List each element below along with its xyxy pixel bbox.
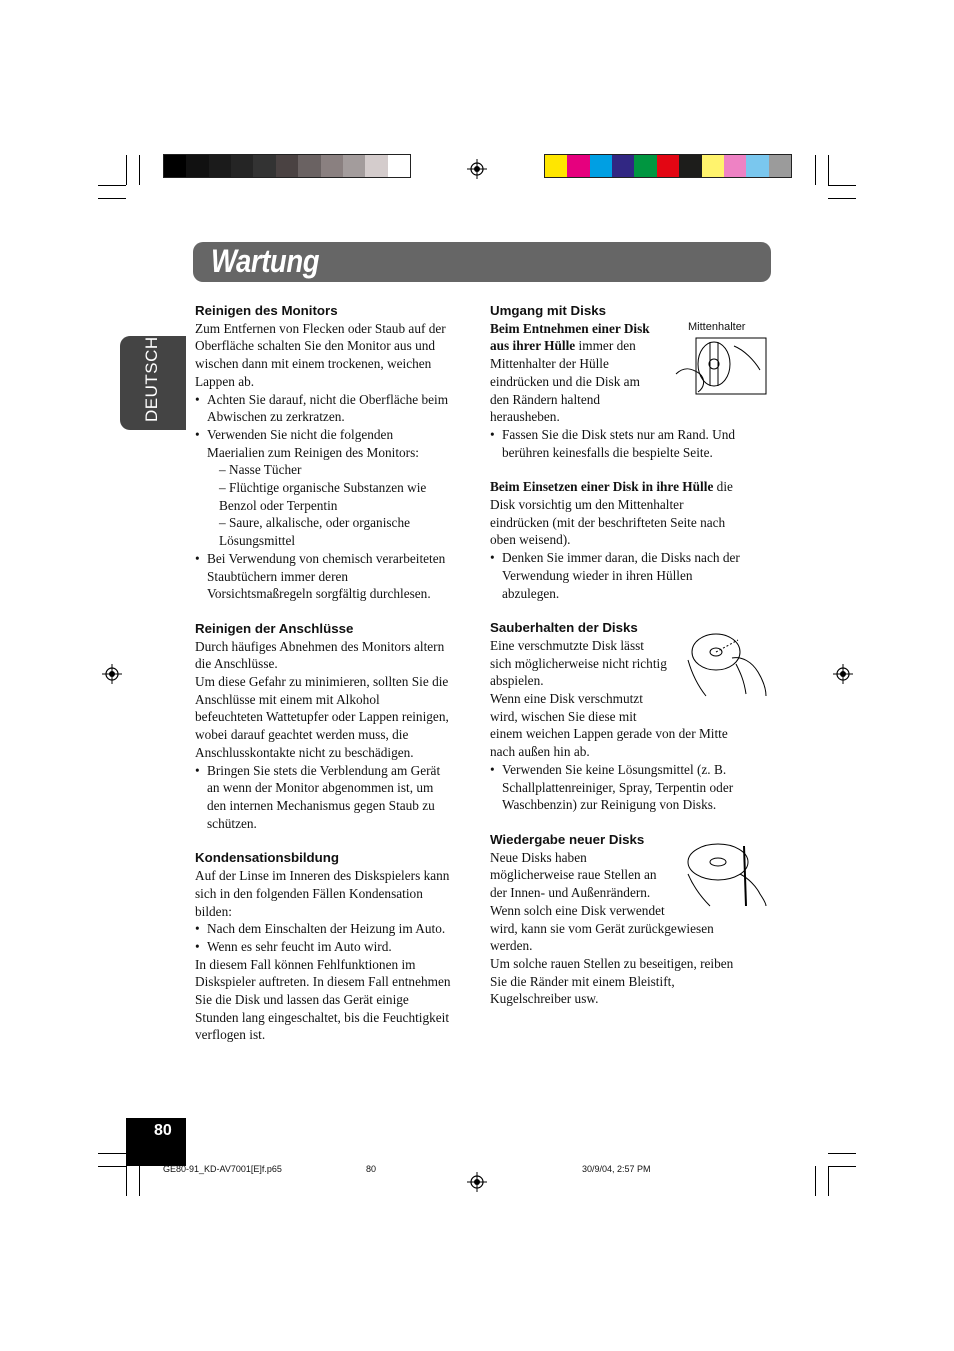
disc-wiping-illustration — [686, 628, 770, 698]
crop-mark — [126, 155, 127, 185]
text-line: bilden: — [195, 903, 232, 919]
text-line: Lösungsmittel — [219, 533, 296, 549]
bullet-item — [195, 391, 480, 426]
section-heading: Kondensationsbildung — [195, 850, 340, 866]
crop-mark — [139, 155, 140, 185]
text-line: schützen. — [207, 815, 257, 831]
text-line: Staubtüchern immer deren — [207, 568, 349, 584]
text-line: einem weichen Lappen gerade von der Mitte — [490, 726, 728, 742]
crop-mark — [828, 155, 829, 185]
bullet-item — [490, 426, 770, 461]
dash-item — [207, 514, 480, 549]
crop-mark — [139, 1166, 140, 1196]
text-line: Diskspieler auftreten. In diesem Fall entnehmen — [195, 974, 451, 990]
color-swatch — [365, 155, 387, 177]
text-line: nach außen hin ab. — [490, 744, 590, 760]
text-line: Um solche rauen Stellen zu beseitigen, reiben — [490, 955, 734, 971]
text: immer den — [575, 338, 636, 354]
text-line: Durch häufiges Abnehmen des Monitors altern — [195, 638, 445, 654]
text-line: Sie die Disk und lassen das Gerät einige — [195, 992, 409, 1008]
page-number-box — [126, 1118, 186, 1166]
grayscale-color-bar — [163, 154, 411, 178]
page-number: 80 — [154, 1122, 172, 1139]
text-line: Lappen ab. — [195, 373, 255, 389]
text-line: Zum Entfernen von Flecken oder Staub auf der — [195, 320, 446, 336]
text-line: Waschbenzin) zur Reinigung von Disks. — [502, 797, 717, 813]
section-heading: Umgang mit Disks — [490, 303, 607, 318]
bullet-item — [195, 426, 480, 461]
color-swatch — [321, 155, 343, 177]
crop-mark — [98, 1166, 126, 1167]
dash-item — [207, 479, 480, 514]
color-swatch — [769, 155, 791, 177]
bullet-item — [195, 938, 480, 956]
process-color-bar — [544, 154, 792, 178]
text-line: • Verwenden Sie keine Lösungsmittel (z. B. — [502, 761, 727, 777]
color-swatch — [634, 155, 656, 177]
paragraph — [195, 867, 480, 920]
registration-mark-icon — [102, 664, 122, 684]
paragraph — [195, 638, 480, 762]
bold-text: Beim Einsetzen einer Disk in ihre Hülle — [490, 479, 714, 495]
text-line: Um diese Gefahr zu minimieren, sollten Sie die — [195, 674, 449, 690]
color-swatch — [388, 155, 410, 177]
crop-mark — [98, 198, 126, 199]
crop-mark — [828, 1166, 856, 1167]
text-line: • Bringen Sie stets die Verblendung am Gerät — [207, 762, 441, 778]
text-line: wird, kann sie vom Gerät zurückgewiesen — [490, 920, 714, 936]
text-line: werden. — [490, 938, 533, 954]
paragraph — [490, 478, 770, 496]
text-line: • Verwenden Sie nicht die folgenden — [207, 426, 394, 442]
crop-mark — [828, 1166, 829, 1196]
paragraph — [490, 496, 770, 549]
section-heading: Sauberhalten der Disks — [490, 620, 638, 636]
text-line: Abwischen zu zerkratzen. — [207, 409, 345, 425]
text-line: Auf der Linse im Inneren des Diskspielers kann — [195, 868, 450, 884]
paragraph — [195, 956, 480, 1045]
bullet-item — [490, 549, 770, 602]
bold-text: Beim Entnehmen einer Disk — [490, 320, 650, 336]
text-line: abzulegen. — [502, 585, 560, 601]
section-monitor-cleaning — [195, 302, 480, 603]
text-line: • Achten Sie darauf, nicht die Oberfläche beim — [207, 391, 449, 407]
paragraph — [195, 320, 480, 391]
text-line: oben weisend). — [490, 532, 571, 548]
crop-mark — [828, 1153, 856, 1154]
text-line: abspielen. — [490, 673, 544, 689]
text-line: • Bei Verwendung von chemisch verarbeiteten — [207, 550, 446, 566]
color-swatch — [276, 155, 298, 177]
text-line: – Saure, alkalische, oder organische — [219, 515, 411, 531]
text-line: sich in den folgenden Fällen Kondensation — [195, 885, 423, 901]
color-swatch — [657, 155, 679, 177]
text-line: Neue Disks haben — [490, 849, 587, 865]
text-line: – Nasse Tücher — [219, 462, 302, 478]
text-line: • Wenn es sehr feucht im Auto wird. — [207, 938, 392, 954]
text-line: Kugelschreiber usw. — [490, 991, 599, 1007]
text-line: Stunden lang eingeschaltet, bis die Feuchtigkeit — [195, 1009, 450, 1025]
crop-mark — [828, 185, 856, 186]
crop-mark — [98, 1153, 126, 1154]
color-swatch — [186, 155, 208, 177]
crop-mark — [126, 1166, 127, 1196]
text-line: Anschlüsse mit einem mit Alkohol — [195, 691, 380, 707]
text-line: Anschlusskontakte nicht zu beschädigen. — [195, 744, 414, 760]
color-swatch — [209, 155, 231, 177]
crop-mark — [98, 185, 126, 186]
text-line: Wenn eine Disk verschmutzt — [490, 691, 643, 707]
color-swatch — [590, 155, 612, 177]
color-swatch — [746, 155, 768, 177]
text-line: Vorsichtsmaßregeln sorgfältig durchlesen. — [207, 586, 431, 602]
text-line: berühren keinesfalls die bespielte Seite. — [502, 444, 713, 460]
section-heading: Reinigen der Anschlüsse — [195, 620, 354, 636]
text-line: herausheben. — [490, 409, 560, 425]
section-condensation — [195, 849, 480, 1044]
text-line: die Anschlüsse. — [195, 656, 278, 672]
color-swatch — [253, 155, 275, 177]
text-line: • Nach dem Einschalten der Heizung im Auto. — [207, 921, 446, 937]
text-line: Sie die Ränder mit einem Bleistift, — [490, 973, 675, 989]
color-swatch — [298, 155, 320, 177]
color-swatch — [679, 155, 701, 177]
footer-file: GE80-91_KD-AV7001[E]f.p65 — [163, 1164, 282, 1174]
text: die — [713, 479, 733, 495]
color-swatch — [231, 155, 253, 177]
text-line: In diesem Fall können Fehlfunktionen im — [195, 956, 416, 972]
text-line: eindrücken und die Disk am — [490, 373, 640, 389]
text-line: – Flüchtige organische Substanzen wie — [219, 480, 427, 496]
color-swatch — [724, 155, 746, 177]
color-swatch — [567, 155, 589, 177]
text-line: wischen dann mit einem trockenen, weichen — [195, 356, 432, 372]
language-tab — [120, 336, 186, 430]
crop-mark — [815, 155, 816, 185]
section-connector-cleaning — [195, 620, 480, 832]
text-line: Oberfläche schalten Sie den Monitor aus und — [195, 338, 436, 354]
text-line: • Denken Sie immer daran, die Disks nach der — [502, 550, 740, 566]
left-column — [195, 302, 480, 1061]
text-line: den Rändern haltend — [490, 391, 601, 407]
disc-removal-illustration — [674, 336, 770, 396]
text-line: Maerialien zum Reinigen des Monitors: — [207, 444, 419, 460]
text-line: sich möglicherweise nicht richtig — [490, 655, 667, 671]
crop-mark — [828, 198, 856, 199]
text-line: der Innen- und Außenrändern. — [490, 885, 651, 901]
text-line: Mittenhalter der Hülle — [490, 356, 609, 372]
bold-text: aus ihrer Hülle — [490, 338, 576, 354]
text-line: Wenn solch eine Disk verwendet — [490, 902, 665, 918]
footer-page: 80 — [366, 1164, 377, 1174]
text-line: befeuchteten Wattetupfer oder Lappen reinigen, — [195, 709, 449, 725]
text-line: Schallplattenreiniger, Spray, Terpentin oder — [502, 779, 734, 795]
section-heading: Reinigen des Monitors — [195, 303, 338, 318]
color-swatch — [545, 155, 567, 177]
bullet-item — [195, 550, 480, 603]
page-title: Wartung — [211, 243, 320, 279]
bullet-item — [490, 761, 770, 814]
text-line: Verwendung wieder in ihren Hüllen — [502, 567, 693, 583]
footer-date: 30/9/04, 2:57 PM — [582, 1164, 651, 1174]
bullet-item — [195, 762, 480, 833]
text-line: Disk vorsichtig um den Mittenhalter — [490, 497, 684, 513]
text-line: • Fassen Sie die Disk stets nur am Rand. Und — [502, 426, 736, 442]
text-line: Eine verschmutzte Disk lässt — [490, 637, 644, 653]
text-line: an wenn der Monitor abgenommen ist, um — [207, 780, 434, 796]
text-line: Benzol oder Terpentin — [219, 497, 338, 513]
language-tab-label: DEUTSCH — [142, 336, 161, 422]
section-heading: Wiedergabe neuer Disks — [490, 831, 645, 847]
registration-mark-icon — [467, 1172, 487, 1192]
color-swatch — [343, 155, 365, 177]
dash-item — [207, 461, 480, 479]
disc-edge-smoothing-illustration — [684, 838, 770, 908]
registration-mark-icon — [467, 159, 487, 179]
title-bar — [193, 242, 771, 282]
text-line: eindrücken (mit der beschrifteten Seite nach — [490, 514, 726, 530]
color-swatch — [612, 155, 634, 177]
bullet-item — [195, 920, 480, 938]
registration-mark-icon — [833, 664, 853, 684]
text-line: wobei darauf geachtet werden muss, die — [195, 727, 409, 743]
text-line: verflogen ist. — [195, 1027, 266, 1043]
color-swatch — [702, 155, 724, 177]
text-line: den internen Mechanismus gegen Staub zu — [207, 797, 435, 813]
text-line: möglicherweise raue Stellen an — [490, 867, 657, 883]
crop-mark — [815, 1166, 816, 1196]
text-line: wird, wischen Sie diese mit — [490, 708, 637, 724]
figure-label: Mittenhalter — [688, 321, 746, 333]
color-swatch — [164, 155, 186, 177]
